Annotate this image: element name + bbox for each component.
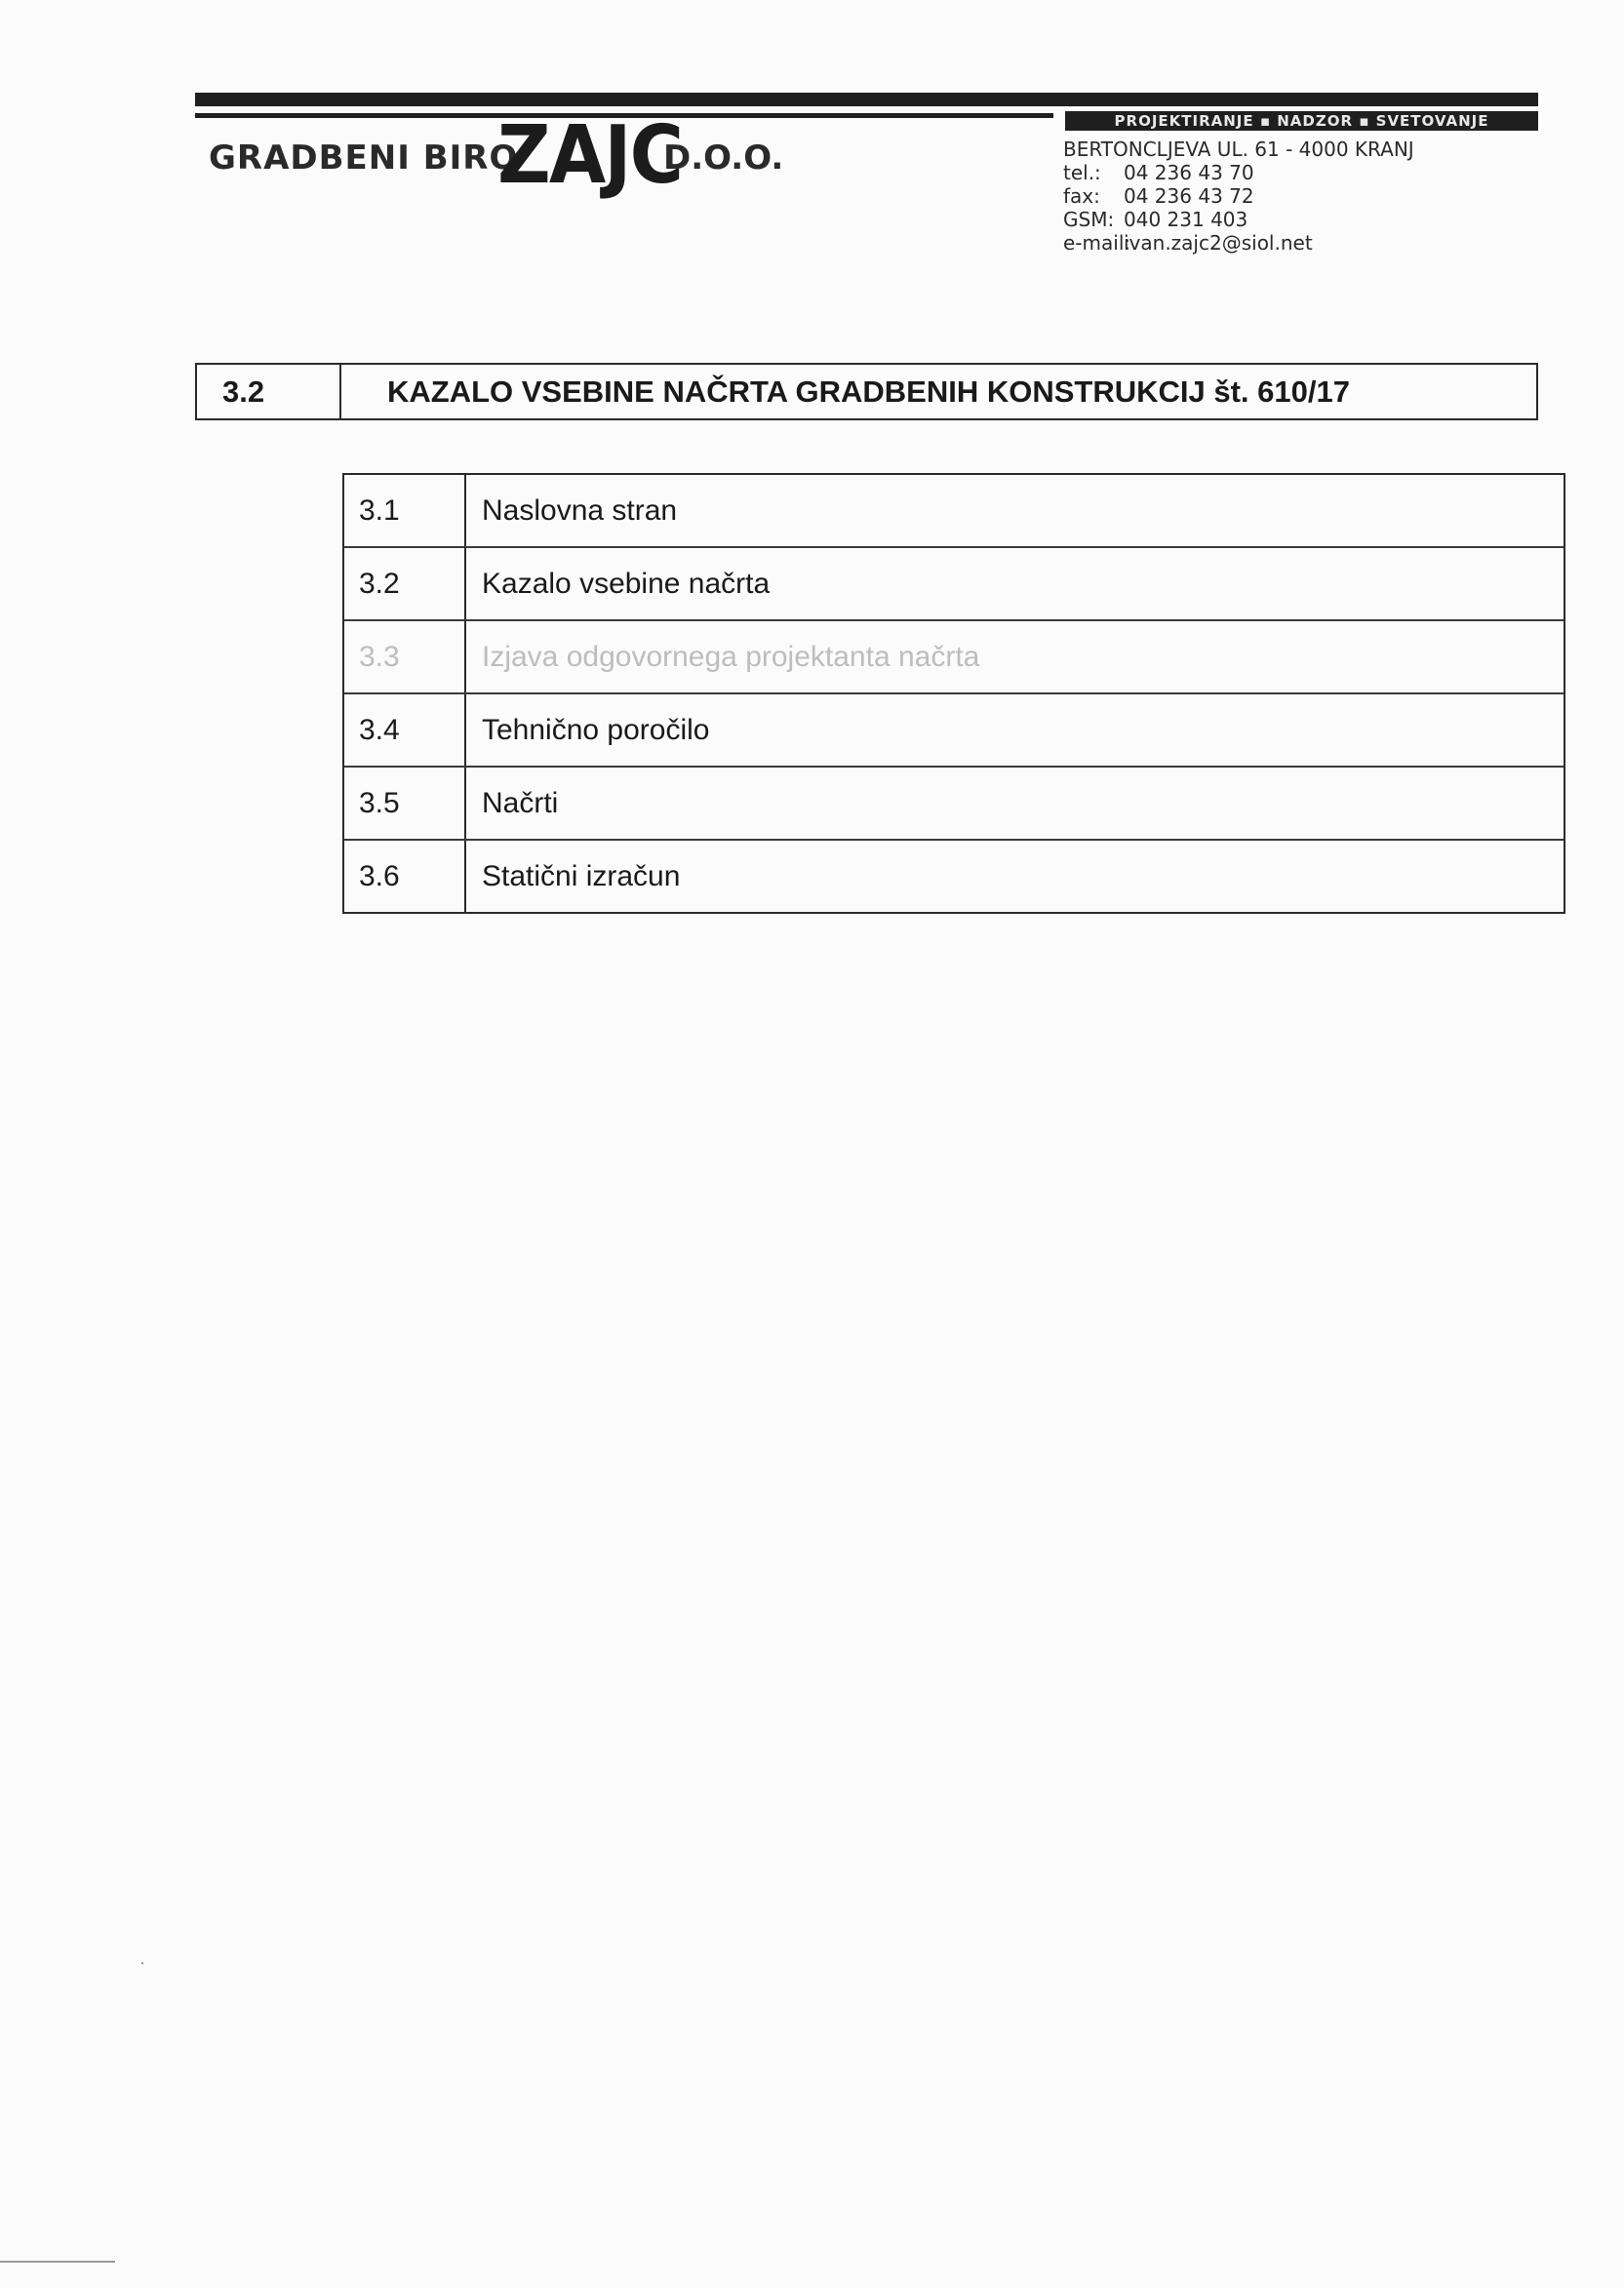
contact-value: 040 231 403 <box>1124 208 1248 231</box>
contact-email <box>1063 231 1414 255</box>
row-title: Naslovna stran <box>482 494 678 527</box>
row-number: 3.2 <box>344 548 466 619</box>
contact-label: e-mail: <box>1063 231 1131 255</box>
address-line: BERTONCLJEVA UL. 61 - 4000 KRANJ <box>1063 138 1414 161</box>
contact-value: ivan.zajc2@siol.net <box>1124 231 1313 255</box>
contact-fax <box>1063 184 1414 208</box>
header-rule-thick <box>195 93 1538 106</box>
row-title: Statični izračun <box>482 860 681 892</box>
contents-table <box>342 473 1565 914</box>
contact-value: 04 236 43 70 <box>1124 161 1254 184</box>
company-brand: ZAJC <box>497 109 683 202</box>
contact-phone <box>1063 161 1414 184</box>
table-row <box>344 475 1564 548</box>
contact-block <box>1063 138 1414 255</box>
services-bar: PROJEKTIRANJE ▪ NADZOR ▪ SVETOVANJE <box>1065 111 1538 131</box>
table-row <box>344 768 1564 841</box>
contact-label: fax: <box>1063 184 1100 208</box>
contact-gsm <box>1063 208 1414 231</box>
section-title-box <box>195 363 1538 420</box>
section-number: 3.2 <box>197 365 341 418</box>
row-number: 3.1 <box>344 475 466 546</box>
row-title: Kazalo vsebine načrta <box>482 568 771 600</box>
row-number: 3.3 <box>344 621 466 692</box>
table-row <box>344 694 1564 768</box>
company-logo <box>209 109 794 202</box>
contact-value: 04 236 43 72 <box>1124 184 1254 208</box>
section-title: KAZALO VSEBINE NAČRTA GRADBENIH KONSTRUKCIJ št. 610/17 <box>387 375 1350 409</box>
company-name: GRADBENI BIRO <box>209 138 519 178</box>
table-row <box>344 548 1564 621</box>
table-row <box>344 841 1564 912</box>
footer-rule <box>0 2261 115 2263</box>
scan-speck <box>141 1962 143 1964</box>
row-title: Tehnično poročilo <box>482 714 710 746</box>
table-row <box>344 621 1564 694</box>
row-title: Načrti <box>482 787 559 819</box>
contact-label: tel.: <box>1063 161 1101 184</box>
company-suffix: D.O.O. <box>663 138 784 178</box>
row-number: 3.4 <box>344 694 466 766</box>
contact-label: GSM: <box>1063 208 1115 231</box>
row-title: Izjava odgovornega projektanta načrta <box>482 641 980 673</box>
row-number: 3.5 <box>344 768 466 839</box>
row-number: 3.6 <box>344 841 466 912</box>
